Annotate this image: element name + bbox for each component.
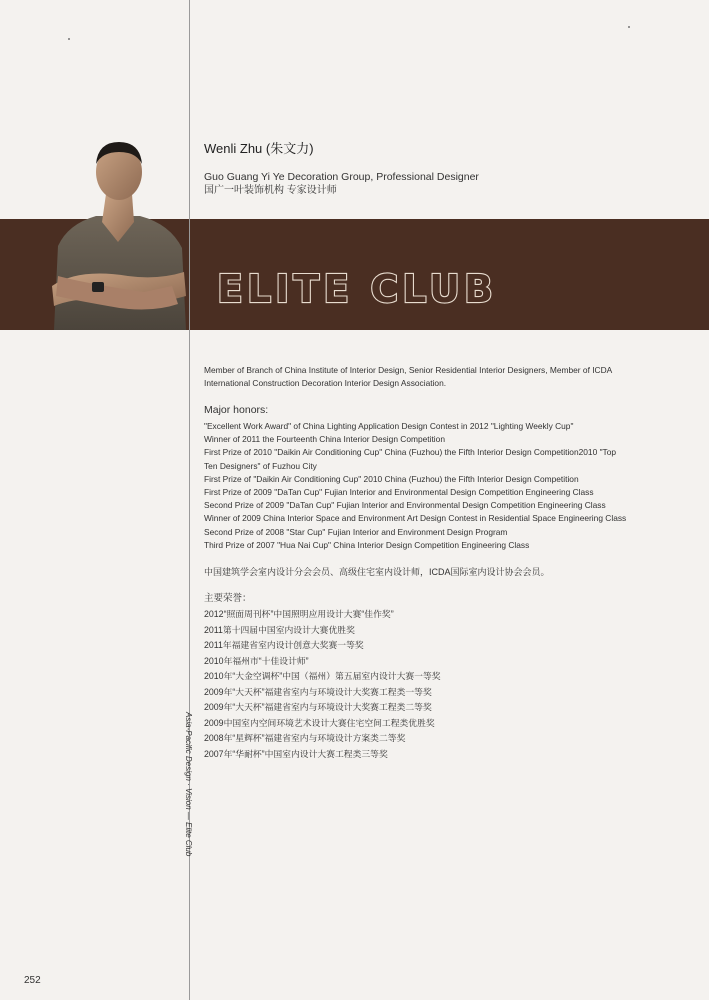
honors-title-cn: 主要荣誉： [204, 593, 252, 604]
honor-item-cn: 2010年福州市“十佳设计师” [204, 655, 309, 666]
honor-item-cn: 2011第十四届中国室内设计大赛优胜奖 [204, 624, 355, 635]
honor-item-en: Winner of 2011 the Fourteenth China Interior Design Competition [204, 434, 445, 445]
elite-club-title [215, 264, 525, 315]
speck [628, 26, 630, 28]
honor-item-en: "Excellent Work Award" of China Lighting Application Design Contest in 2012 "Lighting Weekly Cup" [204, 421, 574, 431]
side-caption-text: Asia-Pacific Design · Vision — Elite Club [184, 712, 193, 857]
company-en: Guo Guang Yi Ye Decoration Group, Professional Designer [204, 171, 479, 183]
member-en: Member of Branch of China Institute of Interior Design, Senior Residential Interior Designers, Member of ICDA International Construction Decoration Interior Design Association. [204, 365, 612, 389]
honor-item-en: Ten Designers" of Fuzhou City [204, 460, 317, 471]
honor-item-en: Second Prize of 2008 "Star Cup" Fujian Interior and Environment Design Program [204, 526, 508, 537]
page-number: 252 [24, 975, 41, 986]
honor-item-en: First Prize of 2010 "Daikin Air Conditioning Cup" China (Fuzhou) the Fifth Interior Design Competition2010 "Top [204, 447, 617, 458]
honor-item-cn: 2008年“星辉杯”福建省室内与环境设计方案类二等奖 [204, 733, 406, 743]
honor-item-en: Third Prize of 2007 "Hua Nai Cup" China Interior Design Competition Engineering Class [204, 539, 530, 550]
company-cn: 国广一叶装饰机构 专家设计师 [204, 185, 337, 196]
speck [68, 38, 70, 40]
honor-item-cn: 2009中国室内空间环境艺术设计大赛住宅空间工程类优胜奖 [204, 717, 435, 728]
svg-text:ELITE CLUB: ELITE CLUB [217, 267, 497, 310]
designer-name: Wenli Zhu (朱文力) [204, 141, 314, 156]
honors-list-cn [204, 607, 441, 762]
honors-list-en [204, 420, 644, 552]
honors-title-en: Major honors: [204, 404, 269, 416]
honor-item-en: First Prize of "Daikin Air Conditioning Cup" 2010 China (Fuzhou) the Fifth Interior Design Competition [204, 473, 579, 484]
designer-header [204, 138, 479, 198]
designer-portrait [48, 136, 188, 330]
honor-item-en: Second Prize of 2009 "DaTan Cup" Fujian Interior and Environmental Design Competition Engineering Class [204, 500, 606, 511]
member-cn: 中国建筑学会室内设计分会会员、高级住宅室内设计师，ICDA国际室内设计协会会员。 [204, 567, 550, 577]
honor-item-cn: 2011年福建省室内设计创意大奖赛一等奖 [204, 640, 364, 650]
honor-item-cn: 2012“照面周刊杯”中国照明应用设计大赛“佳作奖” [204, 609, 394, 619]
honor-item-cn: 2009年“大天杯”福建省室内与环境设计大奖赛工程类二等奖 [204, 702, 432, 712]
honor-item-cn: 2009年“大天杯”福建省室内与环境设计大奖赛工程类一等奖 [204, 686, 432, 697]
honor-item-cn: 2010年“大金空调杯”中国（福州）第五届室内设计大赛一等奖 [204, 671, 441, 681]
honor-item-en: First Prize of 2009 "DaTan Cup" Fujian Interior and Environmental Design Competition Engineering Class [204, 487, 594, 498]
honor-item-en: Winner of 2009 China Interior Space and Environment Art Design Contest in Residential Space Engineering Class [204, 513, 627, 524]
honor-item-cn: 2007年“华耐杯”中国室内设计大赛工程类三等奖 [204, 748, 388, 759]
side-caption [180, 712, 198, 872]
